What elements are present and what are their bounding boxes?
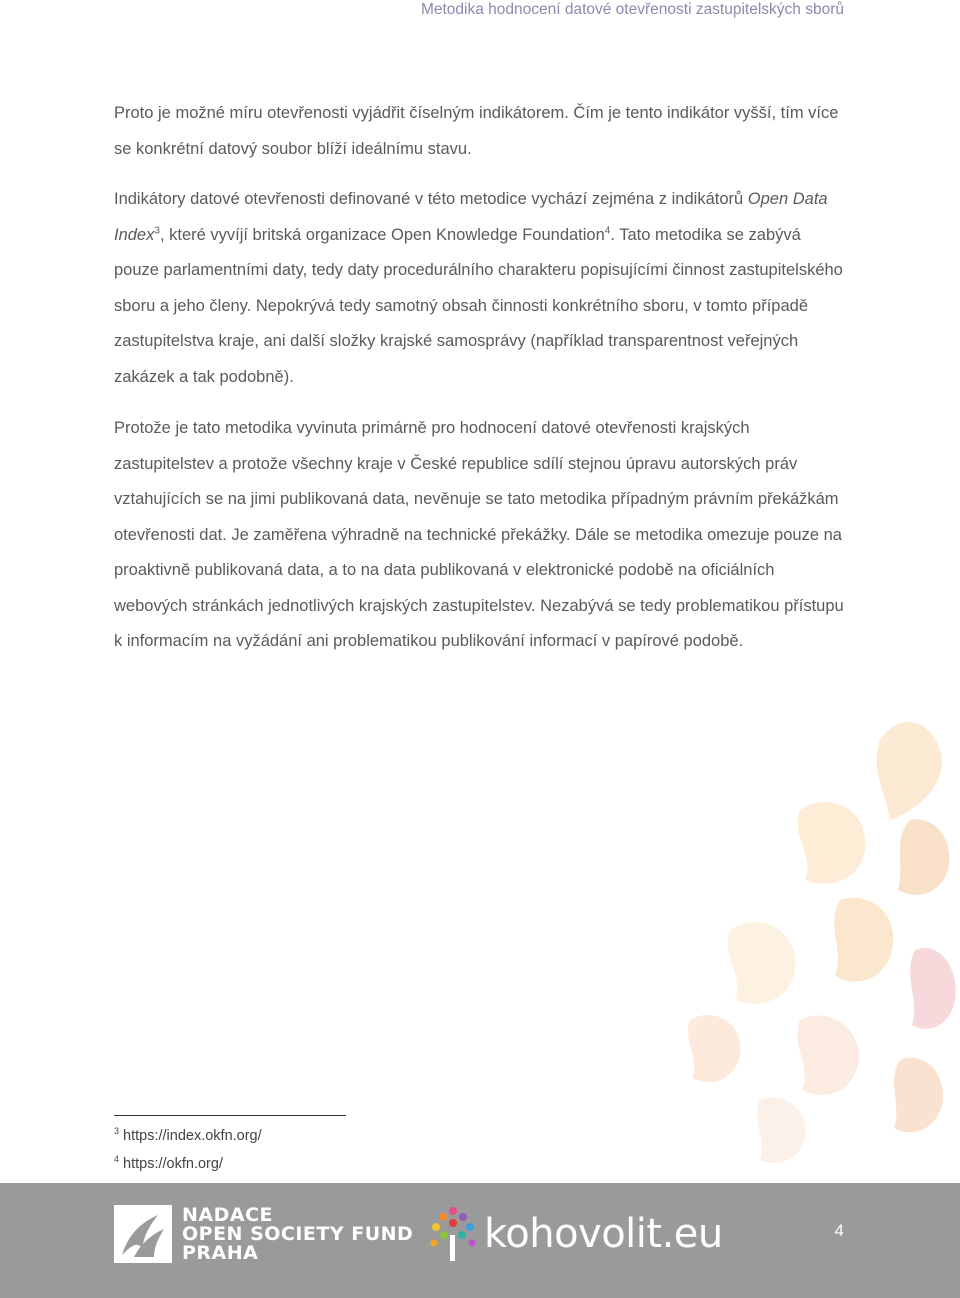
footnote-3 (114, 1127, 262, 1145)
p2-emphasis: Open Data Index (114, 190, 828, 244)
p2-text-b: , které vyvíjí britská organizace Open Knowledge Foundation (159, 225, 605, 244)
page-footer (0, 1183, 960, 1298)
kohovolit-tree-icon (428, 1205, 478, 1263)
paragraph-2 (114, 182, 850, 395)
running-header: Metodika hodnocení datové otevřenosti zastupitelských sborů (420, 1, 844, 18)
paragraph-3: Protože je tato metodika vyvinuta primárně pro hodnocení datové otevřenosti krajských zastupitelstev a protože všechny kraje v České republice sdílí stejnou úpravu autorských práv vztahujících se na jimi publikovaná data, nevěnuje se tato metodika případným právním překážkám otevřenosti dat. Je zaměřena výhradně na technické překážky. Dále se metodika omezuje pouze na proaktivně publikovaná data, a to na data publikovaná v elektronické podobě na oficiálních webových stránkách jednotlivých krajských zastupitelstev. Nezabývá se tedy problematikou přístupu k informacím na vyžádání ani problematikou publikování informací v papírové podobě. (114, 419, 844, 650)
osf-line-1: NADACE (182, 1203, 274, 1226)
footnote-3-link[interactable]: https://index.okfn.org/ (123, 1128, 262, 1144)
p2-text-a: Indikátory datové otevřenosti definované v této metodice vychází zejména z indikátorů (114, 190, 748, 208)
footnote-4 (114, 1155, 223, 1173)
footnote-ref-4: 4 (604, 225, 611, 236)
osf-logo-icon (114, 1205, 172, 1263)
p2-text-c: . Tato metodika se zabývá pouze parlamentními daty, tedy daty procedurálního charakteru popisujícími činnost zastupitelského sboru a jeho členy. Nepokrývá tedy samotný obsah činnosti konkrétního sboru, v tomto případě zastupitelstva kraje, ani další složky krajské samosprávy (například transparentnost veřejných zakázek a tak podobně). (114, 225, 843, 386)
paragraph-1: Proto je možné míru otevřenosti vyjádřit číselným indikátorem. Čím je tento indikátor vyšší, tím více se konkrétní datový soubor blíží ideálnímu stavu. (114, 104, 839, 158)
osf-line-3: PRAHA (182, 1241, 259, 1264)
footnote-ref-3: 3 (154, 225, 160, 236)
osf-logo (114, 1205, 413, 1263)
kohovolit-logo (428, 1205, 723, 1263)
footnote-separator (114, 1115, 346, 1116)
osf-line-2: OPEN SOCIETY FUND (182, 1222, 414, 1245)
footnote-4-link[interactable]: https://okfn.org/ (123, 1156, 223, 1172)
page-number: 4 (834, 1221, 844, 1240)
footnote-4-number: 4 (114, 1154, 120, 1165)
decorative-leaves-icon (630, 700, 960, 1180)
kohovolit-name: kohovolit.eu (484, 1211, 723, 1257)
footnote-3-number: 3 (114, 1126, 120, 1137)
